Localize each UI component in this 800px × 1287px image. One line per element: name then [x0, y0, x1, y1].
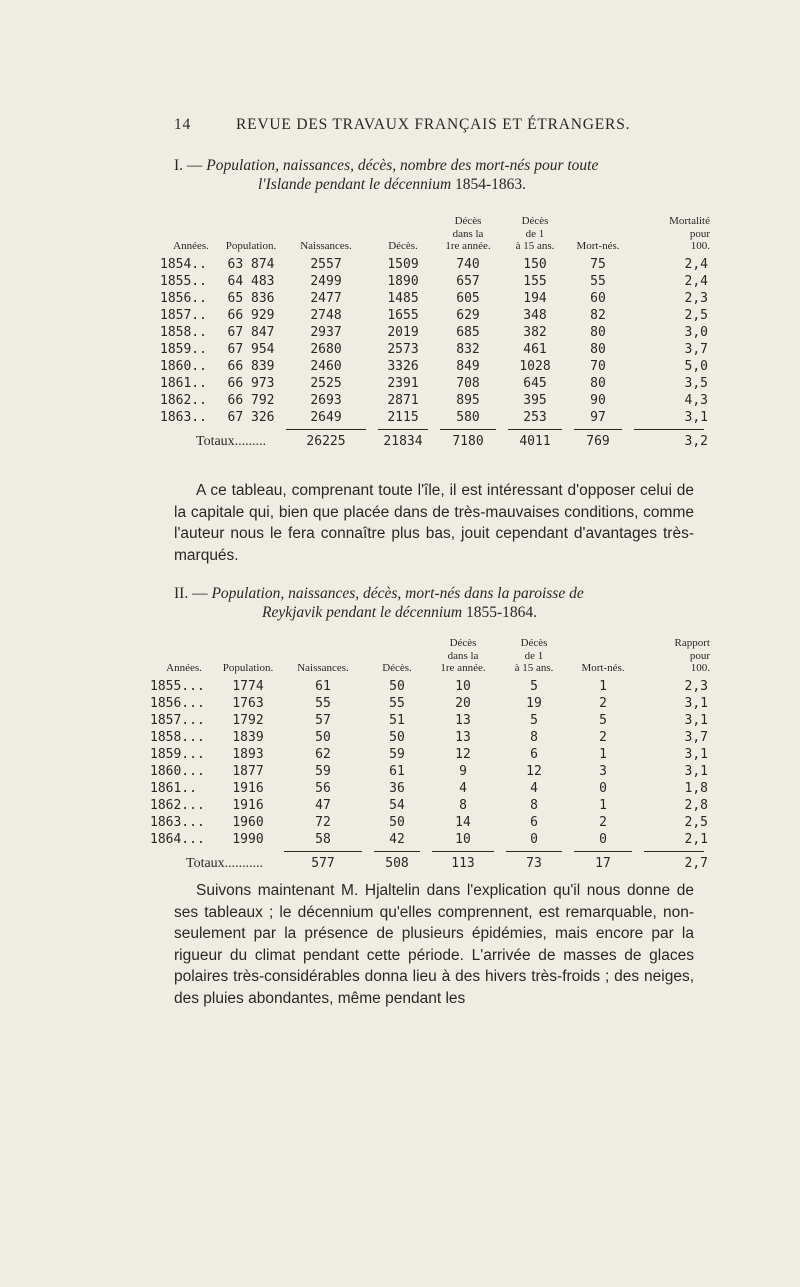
cell-deces: 2391: [387, 375, 419, 391]
cell-population: 66 929: [227, 307, 275, 323]
table-row: [150, 763, 710, 780]
col-mort-nes: Mort-nés.: [581, 662, 625, 674]
cell-deces: 54: [389, 797, 405, 813]
cell-mort-nes: 90: [590, 392, 606, 408]
table-row: [150, 814, 710, 831]
cell-deces: 2871: [387, 392, 419, 408]
cell-year: 1854..: [160, 256, 207, 272]
total-deces: 508: [385, 856, 409, 871]
table-row: [160, 409, 710, 426]
table-row: [150, 678, 710, 695]
table-row: [160, 290, 710, 307]
table-header-row: [160, 215, 710, 256]
cell-deces-1-15: 12: [526, 763, 542, 779]
cell-mort-nes: 1: [599, 746, 607, 762]
cell-deces-1-15: 8: [530, 729, 538, 745]
cell-population: 1990: [232, 831, 264, 847]
section-2-title: [174, 584, 694, 622]
cell-population: 1839: [232, 729, 264, 745]
cell-deces-1-15: 1028: [519, 358, 551, 374]
table-reykjavik: [150, 637, 710, 874]
cell-deces: 50: [389, 814, 405, 830]
section-1-title-line1: Population, naissances, décès, nombre des mort-nés pour toute: [206, 157, 599, 174]
running-title: REVUE DES TRAVAUX FRANÇAIS ET ÉTRANGERS.: [236, 116, 631, 133]
table-row: [160, 324, 710, 341]
cell-population: 1916: [232, 780, 264, 796]
cell-year: 1861..: [150, 780, 197, 796]
cell-mortalite: 2,4: [684, 256, 708, 272]
page-number: 14: [174, 116, 192, 133]
col-deces-1re-annee: Décès dans la 1re année.: [445, 215, 491, 252]
table-iceland: [160, 215, 710, 452]
cell-naissances: 57: [315, 712, 331, 728]
cell-deces-1re-annee: 14: [455, 814, 471, 830]
cell-deces-1re-annee: 685: [456, 324, 480, 340]
table-row: [160, 375, 710, 392]
cell-deces-1re-annee: 13: [455, 729, 471, 745]
cell-deces-1re-annee: 13: [455, 712, 471, 728]
col-mortalite: Mortalité pour 100.: [669, 215, 710, 252]
totals-label: Totaux...........: [186, 856, 264, 871]
cell-naissances: 72: [315, 814, 331, 830]
cell-naissances: 2525: [310, 375, 342, 391]
cell-rapport: 2,8: [684, 797, 708, 813]
totals-row: [150, 854, 710, 874]
total-deces-1re-annee: 7180: [452, 434, 484, 449]
cell-year: 1860...: [150, 763, 205, 779]
cell-deces: 59: [389, 746, 405, 762]
total-rule: [634, 429, 704, 430]
cell-population: 1763: [232, 695, 264, 711]
cell-year: 1862...: [150, 797, 205, 813]
cell-mort-nes: 0: [599, 831, 607, 847]
cell-deces-1re-annee: 895: [456, 392, 480, 408]
cell-deces-1re-annee: 629: [456, 307, 480, 323]
totals-label: Totaux.........: [196, 434, 267, 449]
section-1-title-line2: l'Islande pendant le décennium: [258, 176, 452, 193]
cell-deces-1re-annee: 10: [455, 831, 471, 847]
cell-deces-1-15: 5: [530, 712, 538, 728]
cell-deces: 50: [389, 729, 405, 745]
cell-population: 1792: [232, 712, 264, 728]
total-rule: [644, 851, 704, 852]
paragraph-1: A ce tableau, comprenant toute l'île, il est intéressant d'opposer celui de la capitale qui, bien que placée dans de très-mauvaises conditions, comme l'auteur nous le fera connaître plus bas, jouit cependant d'avantages très-marqués.: [174, 482, 694, 564]
section-1-title-years: 1854-1863.: [455, 176, 527, 193]
cell-deces-1re-annee: 657: [456, 273, 480, 289]
cell-mort-nes: 1: [599, 678, 607, 694]
cell-mort-nes: 2: [599, 729, 607, 745]
cell-mort-nes: 60: [590, 290, 606, 306]
cell-deces: 1485: [387, 290, 419, 306]
cell-deces-1-15: 253: [523, 409, 547, 425]
cell-mort-nes: 0: [599, 780, 607, 796]
cell-population: 67 954: [227, 341, 275, 357]
section-2-title-years: 1855-1864.: [466, 604, 538, 621]
col-deces-1-15: Décès de 1 à 15 ans.: [514, 637, 554, 674]
cell-deces: 36: [389, 780, 405, 796]
cell-deces: 3326: [387, 358, 419, 374]
cell-population: 63 874: [227, 256, 275, 272]
cell-deces-1re-annee: 20: [455, 695, 471, 711]
cell-deces: 2019: [387, 324, 419, 340]
section-2-number: II. —: [174, 585, 208, 602]
col-rapport: Rapport pour 100.: [674, 637, 710, 674]
cell-deces-1re-annee: 605: [456, 290, 480, 306]
cell-deces-1-15: 155: [523, 273, 547, 289]
cell-mort-nes: 55: [590, 273, 606, 289]
cell-deces-1-15: 8: [530, 797, 538, 813]
col-mort-nes: Mort-nés.: [576, 240, 620, 252]
cell-deces-1re-annee: 708: [456, 375, 480, 391]
cell-year: 1860..: [160, 358, 207, 374]
cell-deces-1-15: 645: [523, 375, 547, 391]
paragraph-2: Suivons maintenant M. Hjaltelin dans l'explication qu'il nous donne de ses tableaux ; le décennium qu'elles comprennent, est remarquable, non-seulement par la présence de plusieurs épidémies, mais encore par la rigueur du climat pendant cette période. L'arrivée de masses de glaces polaires très-considérables donna lieu à des hivers très-froids ; des neiges, des pluies abondantes, même pendant les: [174, 882, 694, 1007]
cell-rapport: 3,1: [684, 763, 708, 779]
cell-rapport: 2,1: [684, 831, 708, 847]
total-deces: 21834: [383, 434, 423, 449]
cell-rapport: 3,1: [684, 746, 708, 762]
total-rule: [508, 429, 562, 430]
cell-deces: 1890: [387, 273, 419, 289]
table-row: [160, 358, 710, 375]
total-deces-1-15: 4011: [519, 434, 551, 449]
cell-year: 1858..: [160, 324, 207, 340]
cell-deces-1re-annee: 8: [459, 797, 467, 813]
cell-population: 64 483: [227, 273, 275, 289]
cell-naissances: 2649: [310, 409, 342, 425]
cell-deces-1-15: 5: [530, 678, 538, 694]
total-rule: [574, 429, 622, 430]
table-row: [150, 729, 710, 746]
cell-deces-1re-annee: 832: [456, 341, 480, 357]
section-1-number: I. —: [174, 157, 203, 174]
cell-year: 1863..: [160, 409, 207, 425]
cell-naissances: 2499: [310, 273, 342, 289]
cell-naissances: 55: [315, 695, 331, 711]
cell-mortalite: 2,5: [684, 307, 708, 323]
cell-mortalite: 3,5: [684, 375, 708, 391]
cell-rapport: 2,5: [684, 814, 708, 830]
table-header-row: [150, 637, 710, 678]
cell-mortalite: 2,4: [684, 273, 708, 289]
cell-mort-nes: 3: [599, 763, 607, 779]
cell-deces-1-15: 4: [530, 780, 538, 796]
cell-deces: 61: [389, 763, 405, 779]
col-annees: Années.: [173, 240, 209, 252]
cell-deces-1re-annee: 740: [456, 256, 480, 272]
section-1-title: [174, 156, 694, 194]
cell-mort-nes: 80: [590, 341, 606, 357]
cell-year: 1858...: [150, 729, 205, 745]
cell-year: 1861..: [160, 375, 207, 391]
col-population: Population.: [222, 662, 274, 674]
cell-population: 67 847: [227, 324, 275, 340]
cell-rapport: 3,1: [684, 695, 708, 711]
table-row: [150, 780, 710, 797]
cell-deces: 55: [389, 695, 405, 711]
total-rule: [506, 851, 562, 852]
table-row: [160, 273, 710, 290]
table-row: [150, 746, 710, 763]
table-row: [150, 831, 710, 848]
cell-population: 1916: [232, 797, 264, 813]
table-row: [150, 797, 710, 814]
cell-population: 1877: [232, 763, 264, 779]
total-mortalite: 3,2: [684, 434, 708, 449]
cell-deces-1-15: 6: [530, 814, 538, 830]
totals-row: [160, 432, 710, 452]
total-rule: [432, 851, 494, 852]
total-rule: [440, 429, 496, 430]
cell-deces: 42: [389, 831, 405, 847]
cell-population: 66 792: [227, 392, 275, 408]
section-2-title-line1: Population, naissances, décès, mort-nés dans la paroisse de: [211, 585, 584, 602]
col-deces: Décès.: [388, 240, 418, 252]
table-row: [150, 712, 710, 729]
cell-mortalite: 2,3: [684, 290, 708, 306]
cell-deces-1re-annee: 10: [455, 678, 471, 694]
cell-deces: 51: [389, 712, 405, 728]
section-2-title-line2: Reykjavik pendant le décennium: [262, 604, 463, 621]
cell-deces-1-15: 19: [526, 695, 542, 711]
cell-mort-nes: 75: [590, 256, 606, 272]
cell-year: 1859..: [160, 341, 207, 357]
cell-deces-1re-annee: 4: [459, 780, 467, 796]
cell-year: 1857...: [150, 712, 205, 728]
cell-population: 65 836: [227, 290, 275, 306]
cell-mort-nes: 1: [599, 797, 607, 813]
cell-mort-nes: 5: [599, 712, 607, 728]
total-deces-1re-annee: 113: [451, 856, 475, 871]
cell-rapport: 1,8: [684, 780, 708, 796]
cell-mort-nes: 70: [590, 358, 606, 374]
cell-population: 67 326: [227, 409, 275, 425]
cell-deces-1-15: 150: [523, 256, 547, 272]
cell-population: 1774: [232, 678, 264, 694]
cell-deces-1-15: 395: [523, 392, 547, 408]
col-population: Population.: [225, 240, 277, 252]
cell-deces-1re-annee: 849: [456, 358, 480, 374]
total-rule: [286, 429, 366, 430]
cell-deces-1-15: 0: [530, 831, 538, 847]
total-naissances: 26225: [306, 434, 346, 449]
table-row: [160, 341, 710, 358]
cell-mortalite: 4,3: [684, 392, 708, 408]
cell-deces-1-15: 194: [523, 290, 547, 306]
col-deces: Décès.: [382, 662, 412, 674]
cell-deces: 50: [389, 678, 405, 694]
cell-year: 1856..: [160, 290, 207, 306]
cell-deces-1re-annee: 580: [456, 409, 480, 425]
cell-year: 1864...: [150, 831, 205, 847]
cell-deces-1-15: 348: [523, 307, 547, 323]
cell-naissances: 59: [315, 763, 331, 779]
table-row: [160, 307, 710, 324]
cell-deces: 2573: [387, 341, 419, 357]
table-row: [150, 695, 710, 712]
cell-year: 1857..: [160, 307, 207, 323]
total-rule: [378, 429, 428, 430]
cell-mortalite: 3,7: [684, 341, 708, 357]
cell-naissances: 50: [315, 729, 331, 745]
cell-naissances: 47: [315, 797, 331, 813]
cell-naissances: 2693: [310, 392, 342, 408]
total-mort-nes: 17: [595, 856, 611, 871]
cell-naissances: 2748: [310, 307, 342, 323]
cell-mort-nes: 2: [599, 814, 607, 830]
cell-year: 1855..: [160, 273, 207, 289]
cell-mort-nes: 80: [590, 375, 606, 391]
cell-deces-1-15: 461: [523, 341, 547, 357]
cell-naissances: 2557: [310, 256, 342, 272]
cell-naissances: 56: [315, 780, 331, 796]
col-naissances: Naissances.: [300, 240, 352, 252]
cell-rapport: 3,1: [684, 712, 708, 728]
table-row: [160, 256, 710, 273]
cell-rapport: 2,3: [684, 678, 708, 694]
cell-deces: 2115: [387, 409, 419, 425]
cell-year: 1863...: [150, 814, 205, 830]
col-deces-1re-annee: Décès dans la 1re année.: [440, 637, 486, 674]
cell-deces-1re-annee: 12: [455, 746, 471, 762]
cell-deces-1-15: 6: [530, 746, 538, 762]
total-rapport: 2,7: [684, 856, 708, 871]
cell-year: 1859...: [150, 746, 205, 762]
cell-mort-nes: 80: [590, 324, 606, 340]
cell-mort-nes: 2: [599, 695, 607, 711]
cell-naissances: 62: [315, 746, 331, 762]
col-naissances: Naissances.: [297, 662, 349, 674]
cell-year: 1856...: [150, 695, 205, 711]
cell-population: 1893: [232, 746, 264, 762]
cell-mortalite: 3,1: [684, 409, 708, 425]
cell-deces-1-15: 382: [523, 324, 547, 340]
cell-naissances: 2680: [310, 341, 342, 357]
total-rule: [374, 851, 420, 852]
cell-year: 1855...: [150, 678, 205, 694]
cell-rapport: 3,7: [684, 729, 708, 745]
col-annees: Années.: [166, 662, 202, 674]
cell-mort-nes: 82: [590, 307, 606, 323]
total-rule: [284, 851, 362, 852]
col-deces-1-15: Décès de 1 à 15 ans.: [515, 215, 555, 252]
cell-mort-nes: 97: [590, 409, 606, 425]
table-row: [160, 392, 710, 409]
cell-year: 1862..: [160, 392, 207, 408]
cell-mortalite: 3,0: [684, 324, 708, 340]
total-rule: [574, 851, 632, 852]
cell-deces-1re-annee: 9: [459, 763, 467, 779]
cell-naissances: 2460: [310, 358, 342, 374]
cell-population: 1960: [232, 814, 264, 830]
cell-mortalite: 5,0: [684, 358, 708, 374]
cell-naissances: 2937: [310, 324, 342, 340]
total-deces-1-15: 73: [526, 856, 542, 871]
cell-population: 66 839: [227, 358, 275, 374]
cell-naissances: 61: [315, 678, 331, 694]
cell-deces: 1509: [387, 256, 419, 272]
cell-naissances: 58: [315, 831, 331, 847]
total-mort-nes: 769: [586, 434, 610, 449]
cell-population: 66 973: [227, 375, 275, 391]
total-naissances: 577: [311, 856, 335, 871]
cell-deces: 1655: [387, 307, 419, 323]
cell-naissances: 2477: [310, 290, 342, 306]
